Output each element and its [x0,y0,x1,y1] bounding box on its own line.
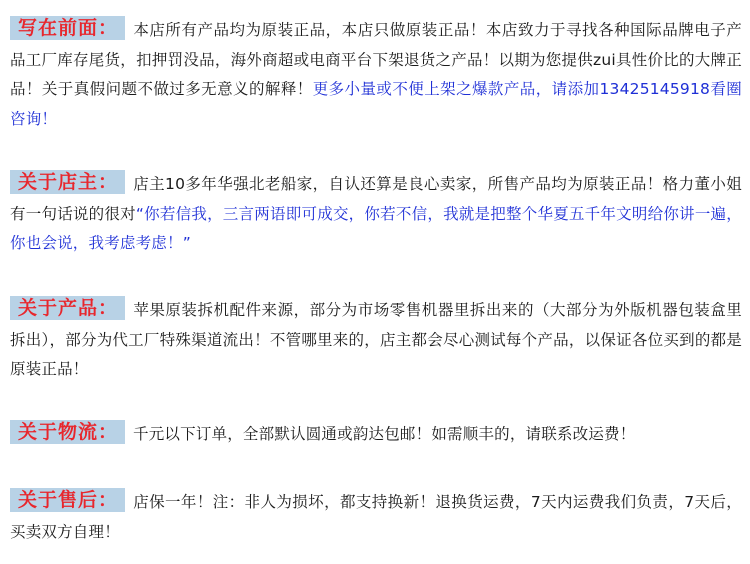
section-paragraph [10,488,742,547]
section-owner [10,170,742,259]
section-paragraph [10,16,742,134]
section-product [10,296,742,385]
section-heading: 写在前面： [10,16,125,40]
section-paragraph [10,296,742,385]
section-paragraph [10,170,742,259]
section-heading: 关于售后： [10,488,125,512]
section-heading: 关于店主： [10,170,125,194]
section-heading: 关于物流： [10,420,125,444]
section-highlight: “你若信我，三言两语即可成交，你若不信，我就是把整个华夏五千年文明给你讲一遍，你也会说，我考虑考虑！” [10,204,742,252]
section-aftersales [10,488,742,547]
section-preface [10,16,742,134]
section-text: 千元以下订单，全部默认圆通或韵达包邮！如需顺丰的，请联系改运费！ [133,425,636,443]
section-paragraph [10,420,742,450]
section-text: 店主10多年华强北老船家，自认还算是良心卖家，所售产品均为原装正品！格力董小姐有一句话说的很对 [10,175,742,223]
section-text: 店保一年！注：非人为损坏，都支持换新！退换货运费，7天内运费我们负责，7天后，买卖双方自理！ [10,493,742,541]
section-text: 苹果原装拆机配件来源，部分为市场零售机器里拆出来的（大部分为外版机器包装盒里拆出），部分为代工厂特殊渠道流出！不管哪里来的，店主都会尽心测试每个产品，以保证各位买到的都是原装正品！ [10,301,742,378]
section-text: 本店所有产品均为原装正品，本店只做原装正品！本店致力于寻找各种国际品牌电子产品工厂库存尾货，扣押罚没品，海外商超或电商平台下架退货之产品！以期为您提供zui具性价比的大牌正品！关于真假问题不做过多无意义的解释！ [10,21,742,98]
section-highlight: 更多小量或不便上架之爆款产品，请添加13425145918看圈咨询！ [10,80,742,128]
section-logistics [10,420,742,450]
section-heading: 关于产品： [10,296,125,320]
